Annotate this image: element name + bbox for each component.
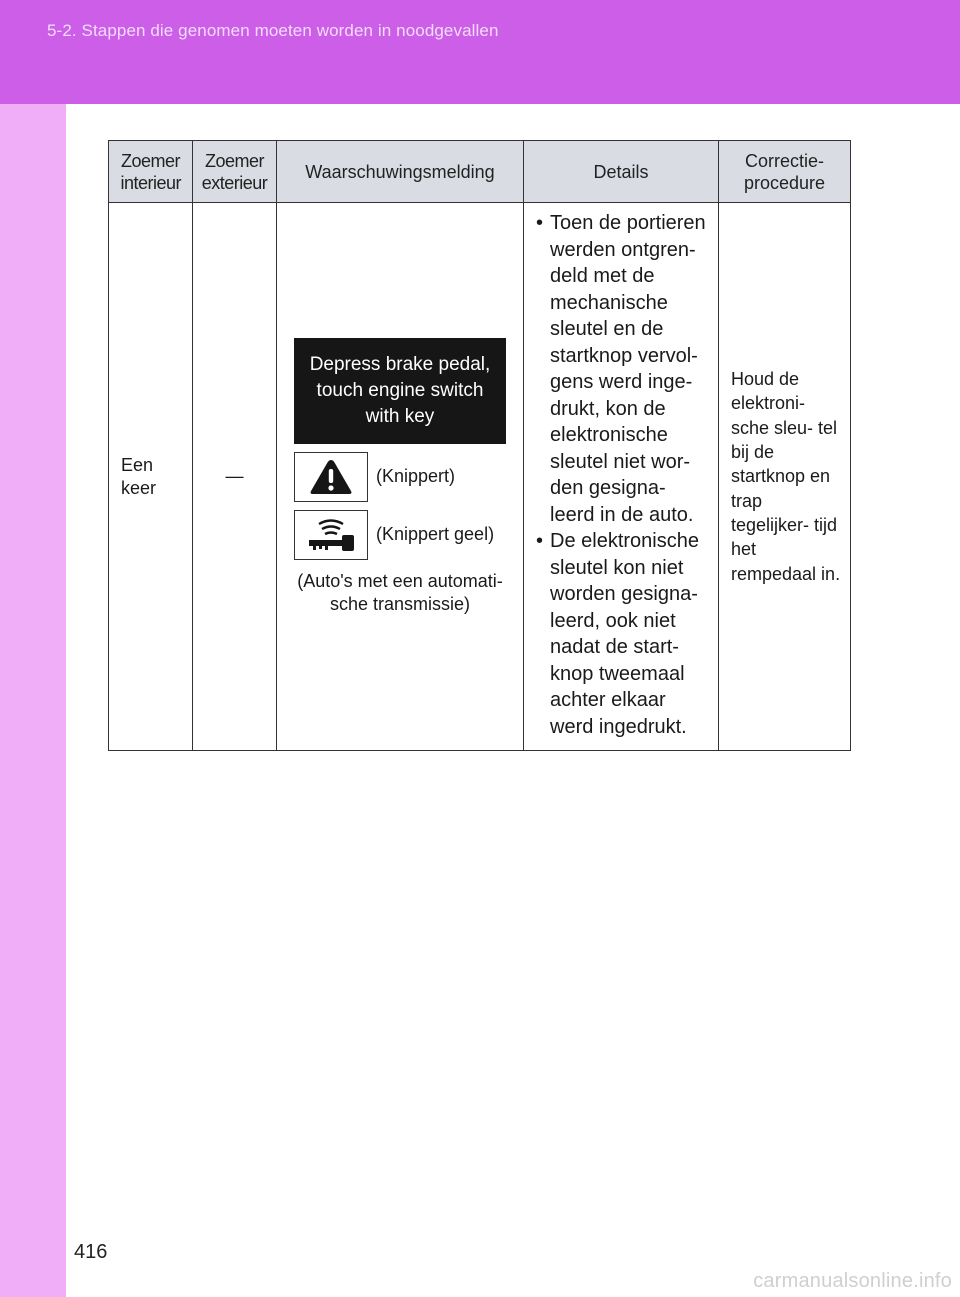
cell-exterior-buzzer: — [193,203,277,751]
warning-triangle-icon [294,452,368,502]
interior-buzzer-value: Een keer [121,454,157,498]
column-label: Zoemer interieur [120,150,182,193]
column-header-warning-message: Waarschuwingsmelding [277,141,524,203]
table-header-row [109,141,851,203]
multi-info-display-message [294,338,506,444]
column-header-details: Details [524,141,719,203]
cell-warning-message [277,203,524,751]
side-tab-strip [0,104,66,1297]
indicator-1-label: (Knippert) [376,466,456,486]
section-header [0,0,960,104]
page-number: 416 [74,1241,108,1263]
column-header-interior-buzzer [109,141,193,203]
watermark: carmanualsonline.info [753,1270,952,1292]
column-label: Zoemer exterieur [201,150,268,193]
indicator-row-warning [294,452,506,502]
cell-details [524,203,719,751]
transmission-note: (Auto's met een automati- sche transmissie) [297,570,503,614]
table-row [109,203,851,751]
list-item: • Toen de portieren werden ontgren- deld met de mechanische sleutel en de startknop vervol- gens werd inge- drukt, kon de elektronische sleutel niet wor- den gesigna- leerd in de auto. [536,210,712,528]
cell-correction: Houd de elektroni- sche sleu- tel bij de startknop en trap tegelijker- tijd het rempedaal in. [719,203,851,751]
details-list [536,210,712,740]
cell-interior-buzzer [109,203,193,751]
list-item: • De elektronische sleutel kon niet worden gesigna- leerd, ook niet nadat de start- knop tweemaal achter elkaar werd ingedrukt. [536,528,712,740]
column-header-correction: Correctie- procedure [719,141,851,203]
indicator-row-key [294,510,506,560]
section-title: 5-2. Stappen die genomen moeten worden in noodgevallen [47,21,499,40]
display-message-text: Depress brake pedal, touch engine switch with key [309,353,491,427]
warning-table [108,140,851,751]
column-header-exterior-buzzer [193,141,277,203]
indicator-2-label: (Knippert geel) [376,524,495,544]
key-wireless-icon [294,510,368,560]
